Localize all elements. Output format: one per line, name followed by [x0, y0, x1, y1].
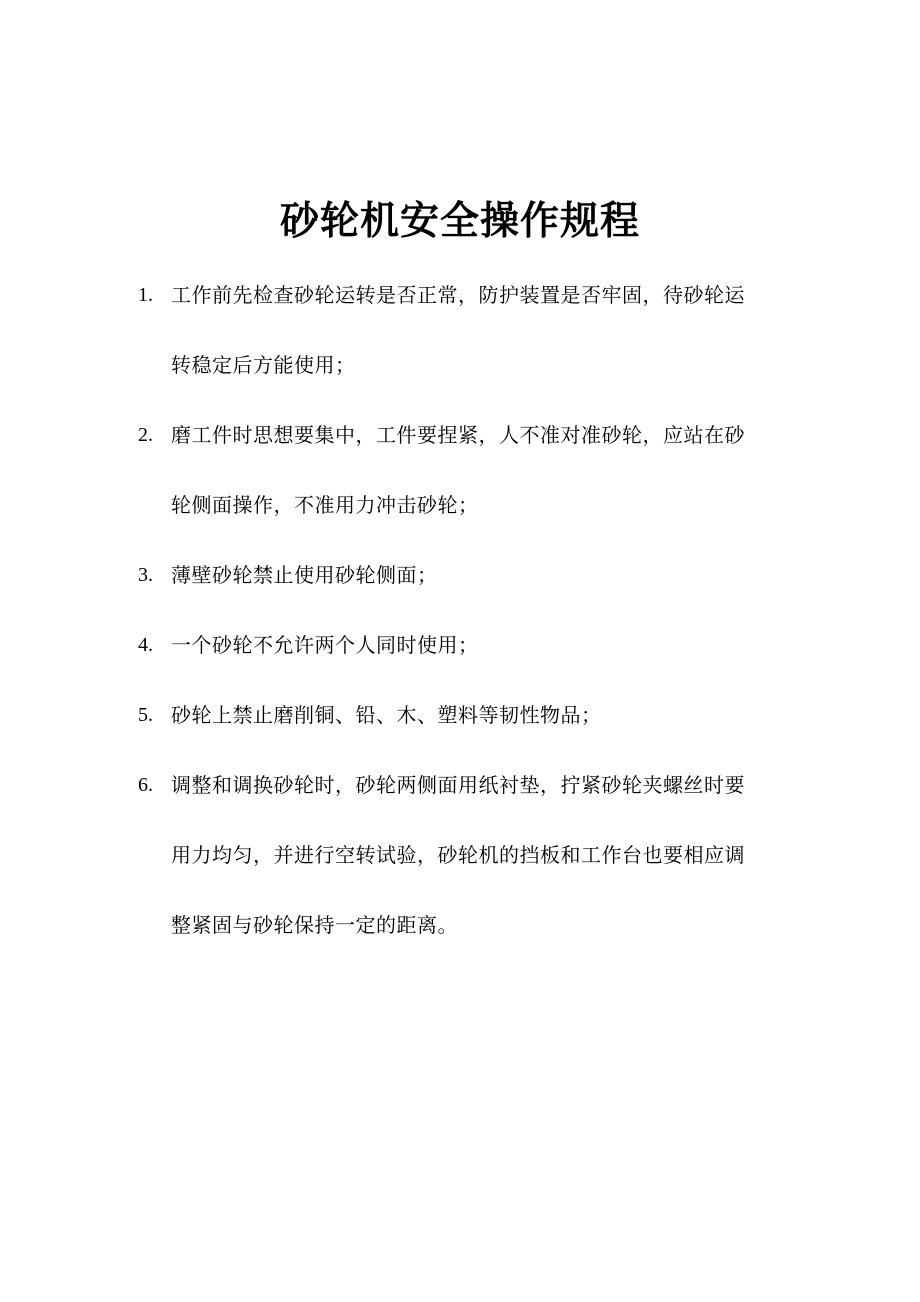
rule-text [171, 750, 791, 960]
rule-item-1 [0, 260, 920, 400]
rule-item-2 [0, 400, 920, 540]
rule-line: 薄壁砂轮禁止使用砂轮侧面； [171, 563, 438, 587]
rule-text [171, 260, 791, 400]
rule-line: 砂轮上禁止磨削铜、铅、木、塑料等韧性物品； [171, 703, 602, 727]
rule-line: 调整和调换砂轮时，砂轮两侧面用纸衬垫，拧紧砂轮夹螺丝时要 [171, 773, 745, 797]
rule-line: 一个砂轮不允许两个人同时使用； [171, 633, 479, 657]
rule-text [171, 540, 791, 610]
rule-text [171, 610, 791, 680]
rule-line: 转稳定后方能使用； [171, 353, 356, 377]
rule-text [171, 400, 791, 540]
rule-item-3 [0, 540, 920, 610]
rule-item-6 [0, 750, 920, 960]
rule-number: 2. [138, 424, 153, 446]
page-title: 砂轮机安全操作规程 [279, 199, 640, 244]
rule-line: 工作前先检查砂轮运转是否正常，防护装置是否牢固，待砂轮运 [171, 283, 745, 307]
rules-list [0, 260, 920, 960]
rule-line: 轮侧面操作，不准用力冲击砂轮； [171, 493, 479, 517]
rule-number: 6. [138, 774, 153, 796]
rule-line: 用力均匀，并进行空转试验，砂轮机的挡板和工作台也要相应调 [171, 843, 745, 867]
rule-number: 3. [138, 564, 153, 586]
rule-number: 1. [138, 284, 153, 306]
rule-number: 4. [138, 634, 153, 656]
rule-item-4 [0, 610, 920, 680]
rule-number: 5. [138, 704, 153, 726]
rule-line: 磨工件时思想要集中，工件要捏紧，人不准对准砂轮，应站在砂 [171, 423, 745, 447]
rule-text [171, 680, 791, 750]
rule-item-5 [0, 680, 920, 750]
rule-line: 整紧固与砂轮保持一定的距离。 [171, 913, 458, 937]
